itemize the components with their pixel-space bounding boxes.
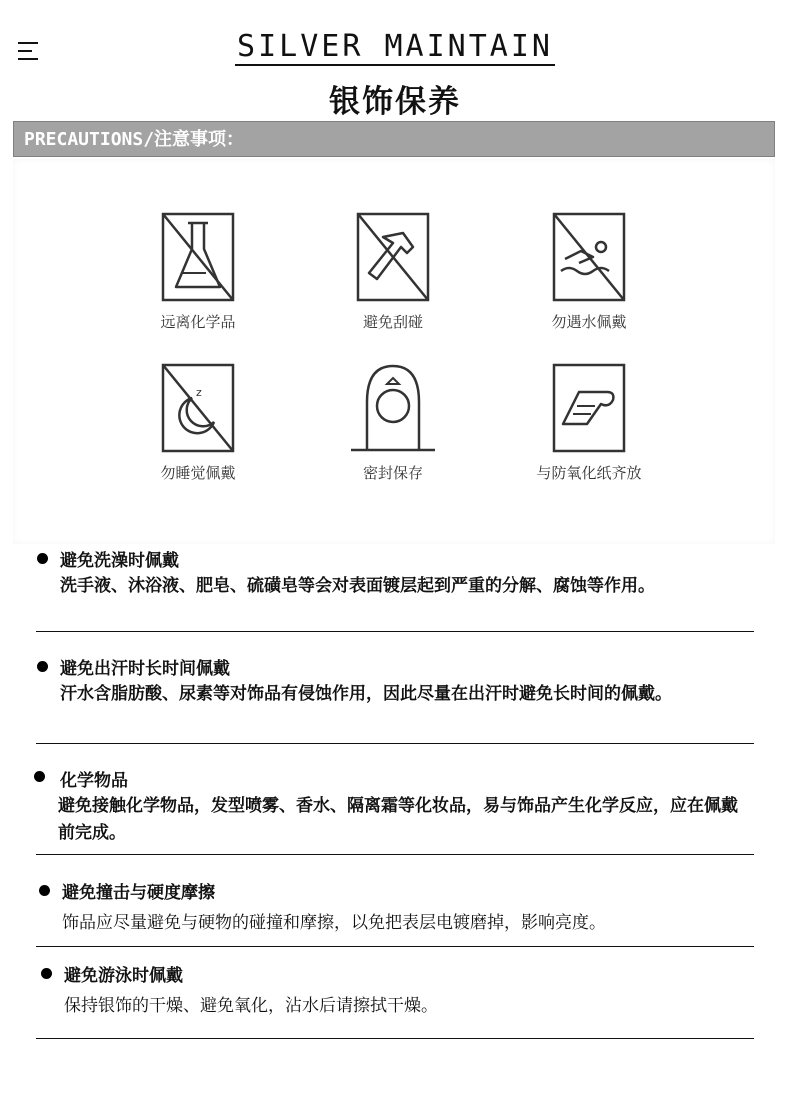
divider [36, 631, 754, 632]
precaution-label: 与防氧化纸齐放 [536, 464, 642, 482]
no-water-icon [549, 211, 629, 303]
anti-oxidation-paper-icon [549, 362, 629, 454]
precaution-label: 密封保存 [362, 464, 423, 482]
page-title-cn: 银饰保养 [329, 84, 461, 120]
care-item-title: 避免洗澡时佩戴 [60, 551, 179, 571]
care-item-title: 避免撞击与硬度摩擦 [62, 883, 215, 903]
bullet-icon [41, 968, 52, 979]
sealed-storage-icon [343, 362, 443, 454]
page-title-en: SILVER MAINTAIN [237, 29, 553, 64]
precaution-label: 勿遇水佩戴 [551, 313, 627, 331]
divider [36, 946, 754, 947]
svg-text:z: z [196, 386, 202, 399]
no-impact-icon [353, 211, 433, 303]
precaution-label: 远离化学品 [160, 313, 236, 331]
care-item-text: 洗手液、沐浴液、肥皂、硫磺皂等会对表面镀层起到严重的分解、腐蚀等作用。 [60, 576, 655, 596]
bullet-icon [37, 553, 48, 564]
precaution-item [313, 362, 473, 483]
precaution-item [118, 362, 278, 483]
precaution-item [313, 211, 473, 332]
divider [36, 1038, 754, 1039]
precaution-item [118, 211, 278, 332]
precaution-item [509, 211, 669, 332]
no-sleep-icon [158, 362, 238, 454]
care-item-text: 汗水含脂肪酸、尿素等对饰品有侵蚀作用，因此尽量在出汗时避免长时间的佩戴。 [60, 684, 672, 704]
precautions-header: PRECAUTIONS/注意事项： [13, 121, 775, 157]
bullet-icon [39, 885, 50, 896]
care-item-title: 避免出汗时长时间佩戴 [60, 659, 230, 679]
care-item-text: 饰品应尽量避免与硬物的碰撞和摩擦，以免把表层电镀磨掉，影响亮度。 [62, 913, 606, 933]
precaution-item [509, 362, 669, 483]
precaution-label: 勿睡觉佩戴 [160, 464, 236, 482]
divider [36, 854, 754, 855]
bullet-icon [37, 661, 48, 672]
precautions-icon-panel [13, 159, 775, 544]
care-item-text: 避免接触化学物品，发型喷雾、香水、隔离霜等化妆品，易与饰品产生化学反应，应在佩戴前完成。 [58, 796, 738, 843]
care-item-text: 保持银饰的干燥、避免氧化，沾水后请擦拭干燥。 [64, 996, 438, 1016]
divider [36, 743, 754, 744]
care-item-title: 避免游泳时佩戴 [64, 966, 183, 986]
care-item-title: 化学物品 [60, 771, 128, 791]
bullet-icon [34, 771, 45, 782]
precaution-label: 避免刮碰 [362, 313, 423, 331]
no-chemicals-icon [158, 211, 238, 303]
